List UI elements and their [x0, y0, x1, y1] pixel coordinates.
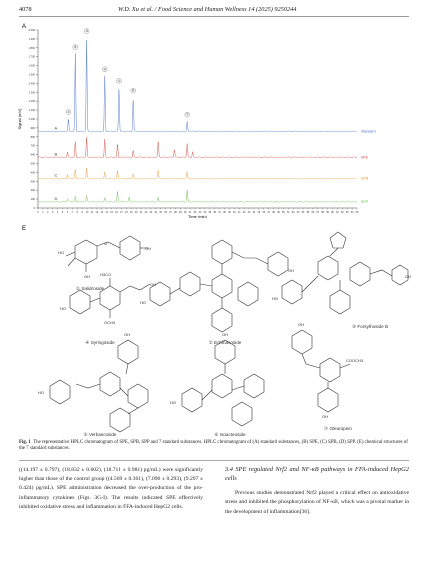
x-tick-label: 21 [139, 211, 143, 214]
atom-label: OH [84, 274, 90, 279]
legend-spp: SPP [361, 199, 369, 204]
x-tick-label: 6 [66, 211, 69, 214]
y-tick-label: 800 [30, 135, 35, 139]
x-tick-label: 9 [81, 211, 83, 214]
y-tick-label: 1 400 [28, 82, 35, 86]
x-tick-label: 0 [37, 211, 39, 214]
y-tick-label: 1 200 [28, 100, 35, 104]
x-tick-label: 40 [232, 211, 236, 214]
structure-label-forsythoside-b: ③ Forsythoside B [351, 324, 389, 329]
x-tick-label: 42 [242, 211, 246, 214]
y-tick-label: 1 100 [28, 109, 35, 113]
atom-label: HO [60, 306, 66, 311]
atom-label: COOCH3 [346, 358, 364, 363]
structure-label-verbascoside: ⑤ Verbascoside [83, 432, 117, 437]
x-tick-label: 33 [198, 211, 202, 214]
syringoside-structure [70, 278, 150, 318]
structure-label-echinacoside: ② Echinacoside [208, 340, 242, 345]
legend-spe: SPE [361, 155, 369, 160]
x-tick-label: 16 [115, 211, 118, 214]
structure-label-oleuropein: ⑦ Oleuropein [324, 426, 352, 431]
x-tick-label: 8 [76, 211, 78, 214]
x-tick-label: 1 [42, 211, 44, 214]
atom-label: HO [140, 300, 146, 305]
trace-spb [38, 168, 357, 179]
y-tick-label: 1 500 [28, 73, 35, 77]
x-tick-label: 14 [105, 211, 109, 214]
x-tick-label: 45 [257, 211, 261, 214]
hplc-chromatogram [0, 18, 427, 218]
chemical-structures-panel [0, 218, 427, 440]
x-tick-label: 10 [85, 211, 89, 214]
isoacteoside-structure [182, 340, 264, 426]
atom-label: OH [405, 274, 411, 279]
x-tick-label: 64 [350, 211, 354, 214]
atom-label: HO [38, 390, 44, 395]
y-tick-label: 400 [30, 171, 35, 175]
y-tick-label: 100 [30, 198, 35, 202]
peak-label: ② [73, 45, 77, 50]
x-tick-label: 5 [61, 211, 64, 214]
atom-label: O [104, 241, 108, 246]
y-tick-label: 1 900 [28, 37, 35, 41]
x-tick-label: 44 [252, 211, 256, 214]
peak-label: ⑤ [117, 78, 121, 83]
x-tick-label: 65 [355, 211, 359, 214]
figure-caption [19, 440, 409, 452]
section-heading: 3.4 SPE regulated Nrf2 and NF-κB pathways in FFA-induced HepG2 cells [225, 466, 409, 482]
peak-label: ③ [85, 29, 89, 34]
body-paragraph: Previous studies demonstrated Nrf2 played a critical effect on antioxidative stress and inhibited the phosphorylation of NF-κB, which was a pivotal marker in the development of inflammation[36]. [225, 490, 409, 515]
x-tick-label: 23 [149, 211, 153, 214]
x-tick-label: 43 [247, 211, 251, 214]
y-tick-label: 300 [30, 180, 35, 184]
y-tick-label: 900 [30, 126, 35, 130]
atom-label: OH [124, 332, 130, 337]
y-tick-label: 1 600 [28, 64, 35, 68]
x-tick-label: 24 [154, 211, 158, 214]
atom-label: HO [272, 296, 278, 301]
structure-label-syringoside: ④ Syringoside [85, 340, 115, 345]
atom-label: OH [145, 246, 151, 251]
y-tick-label: 2 000 [28, 29, 35, 32]
trace-label-spp: D [54, 195, 58, 201]
x-tick-label: 3 [52, 211, 54, 214]
y-tick-label: 1 800 [28, 46, 35, 50]
trace-spe [38, 137, 357, 158]
y-tick-label: 500 [30, 162, 35, 166]
atom-label: OH [222, 332, 228, 337]
x-tick-label: 59 [326, 211, 329, 214]
x-tick-label: 50 [282, 211, 285, 214]
x-tick-label: 41 [237, 211, 241, 214]
x-tick-label: 2 [47, 211, 49, 214]
x-tick-label: 55 [306, 211, 310, 214]
verbascoside-structure [50, 340, 148, 432]
atom-label: OH [322, 414, 328, 419]
x-tick-label: 28 [174, 211, 177, 214]
x-tick-label: 49 [277, 211, 280, 214]
y-tick-label: 1 700 [28, 55, 35, 59]
x-tick-label: 47 [267, 211, 270, 214]
x-tick-label: 34 [203, 211, 207, 214]
caption-label: Fig. 1 [19, 440, 31, 445]
atom-label: H3CO [100, 272, 112, 277]
x-tick-label: 15 [110, 211, 113, 214]
x-tick-label: 60 [331, 211, 334, 214]
legend-standard: Standard [361, 129, 376, 134]
x-tick-label: 36 [213, 211, 217, 214]
x-tick-label: 30 [183, 211, 187, 214]
peak-label: ① [66, 110, 70, 114]
peak-label: ④ [103, 67, 107, 72]
x-tick-label: 46 [262, 211, 266, 214]
x-tick-label: 53 [296, 211, 300, 214]
y-tick-label: 700 [30, 144, 35, 148]
x-tick-label: 22 [144, 211, 148, 214]
x-tick-label: 48 [272, 211, 275, 214]
x-tick-label: 27 [169, 211, 172, 214]
y-tick-label: 0 [33, 207, 35, 210]
structure-label-isoacteoside: ⑥ Isoacteoside [214, 432, 246, 437]
structure-label-salidroside: ① Salidroside [75, 286, 105, 291]
legend-spb: SPB [361, 176, 369, 181]
trace-standard [38, 40, 357, 132]
x-tick-label: 17 [120, 211, 123, 214]
atom-label: OH [298, 322, 304, 327]
peak-label: ⑥ [131, 88, 135, 93]
x-tick-label: 32 [193, 211, 197, 214]
atom-label: OH [150, 282, 156, 287]
x-tick-label: 37 [218, 211, 221, 214]
x-tick-label: 4 [56, 211, 59, 214]
page-number: 4078 [19, 6, 32, 13]
x-tick-label: 39 [228, 211, 231, 214]
x-tick-label: 11 [90, 211, 94, 214]
trace-label-spe: B [54, 151, 58, 157]
x-tick-label: 61 [336, 211, 339, 214]
x-tick-label: 52 [291, 211, 295, 214]
atom-label: HO [170, 400, 176, 405]
header-divider [19, 16, 409, 17]
x-tick-label: 35 [208, 211, 212, 214]
panel-e-label: E [22, 226, 27, 232]
x-tick-label: 54 [301, 211, 305, 214]
atom-label: OH [288, 268, 294, 273]
caption-divider [19, 460, 409, 461]
y-tick-label: 1 300 [28, 91, 35, 95]
panel-a-label: A [22, 24, 27, 30]
atom-label: OCH3 [104, 320, 116, 325]
trace-spp [38, 190, 357, 202]
y-tick-label: 200 [30, 189, 35, 193]
right-column [225, 466, 409, 517]
x-tick-label: 63 [345, 211, 349, 214]
echinacoside-structure [150, 240, 288, 332]
body-paragraph: ((14.197 ± 0.797), (18.832 ± 0.602), (18.711 ± 0.981) pg/mL) were significantly higher than those of the control group ((4.569 ± 0.361), (7.096 ± 0.293), (9.297 ± 0.424) pg/mL). SPE administration decreased the over-production of the pro-inflammatory cytokines (Figs. 3G-I). The results indicated SPE effectively inhibited oxidative stress and inflammation in FFA-induced HepG2 cells. [19, 467, 203, 510]
x-tick-label: 20 [134, 211, 138, 214]
oleuropein-structure [292, 330, 350, 412]
peak-label: ⑦ [185, 112, 189, 117]
x-tick-label: 12 [95, 211, 99, 214]
y-tick-label: 600 [30, 153, 35, 157]
x-tick-label: 31 [188, 211, 192, 214]
y-axis-label: Signal (mV) [17, 108, 22, 130]
x-tick-label: 57 [316, 211, 320, 214]
trace-label-standard: A [54, 125, 58, 131]
x-tick-label: 38 [223, 211, 226, 214]
x-tick-label: 26 [164, 211, 167, 214]
x-tick-label: 29 [178, 211, 182, 214]
x-tick-label: 7 [71, 211, 74, 214]
x-tick-label: 25 [159, 211, 163, 214]
trace-label-spb: C [54, 172, 58, 178]
atom-label: HO [58, 250, 64, 255]
x-tick-label: 51 [286, 211, 290, 214]
x-tick-label: 56 [311, 211, 315, 214]
x-tick-label: 58 [321, 211, 324, 214]
x-tick-label: 19 [129, 211, 133, 214]
x-tick-label: 13 [100, 211, 104, 214]
forsythoside-b-structure [282, 232, 408, 314]
caption-text: The representative HPLC chromatogram of SPE, SPB, SPP and 7 standard substances. HPLC chromatogram of (A) standard substances, (B) SPE, (C) SPB, (D) SPP. (E) chemical structures of the 7 standard substances. [19, 440, 408, 452]
y-tick-label: 1 000 [28, 118, 35, 121]
running-header: W.D. Xu et al. / Food Science and Human Wellness 14 (2025) 9250244 [118, 6, 297, 13]
left-column [19, 466, 203, 512]
x-tick-label: 18 [125, 211, 128, 214]
x-tick-label: 62 [340, 211, 344, 214]
x-axis-label: Time (min) [188, 214, 207, 218]
